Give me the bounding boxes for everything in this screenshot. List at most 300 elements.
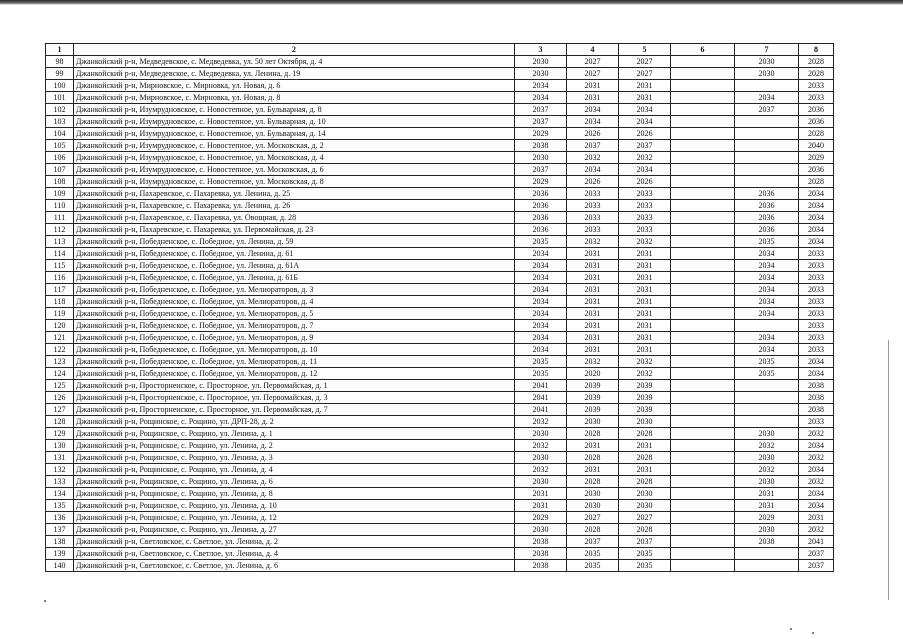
year-col-5-cell: 2027	[619, 56, 671, 68]
year-col-8-cell: 2036	[799, 104, 834, 116]
year-col-6-cell	[671, 368, 735, 380]
row-number-cell: 101	[46, 92, 74, 104]
year-col-8-cell: 2041	[799, 536, 834, 548]
year-col-8-cell: 2034	[799, 212, 834, 224]
year-col-3-cell: 2034	[515, 80, 567, 92]
scan-speck	[812, 632, 814, 634]
year-col-8-cell: 2033	[799, 344, 834, 356]
year-col-6-cell	[671, 272, 735, 284]
year-col-7-cell	[735, 80, 799, 92]
address-cell: Джанкойский р-н, Просторненское, с. Просторное, ул. Первомайская, д. 3	[74, 392, 515, 404]
year-col-4-cell: 2035	[567, 548, 619, 560]
year-col-8-cell: 2034	[799, 488, 834, 500]
year-col-8-cell: 2028	[799, 68, 834, 80]
year-col-6-cell	[671, 416, 735, 428]
address-cell: Джанкойский р-н, Рощинское, с. Рощино, ул. Ленина, д. 3	[74, 452, 515, 464]
year-col-3-cell: 2036	[515, 200, 567, 212]
year-col-3-cell: 2030	[515, 56, 567, 68]
address-cell: Джанкойский р-н, Светловское, с. Светлое, ул. Ленина, д. 2	[74, 536, 515, 548]
year-col-6-cell	[671, 500, 735, 512]
year-col-5-cell: 2031	[619, 440, 671, 452]
table-row	[46, 368, 834, 380]
row-number-cell: 137	[46, 524, 74, 536]
table-row	[46, 188, 834, 200]
table-row	[46, 104, 834, 116]
year-col-3-cell: 2034	[515, 284, 567, 296]
year-col-6-cell	[671, 80, 735, 92]
year-col-5-cell: 2031	[619, 332, 671, 344]
table-row	[46, 284, 834, 296]
year-col-4-cell: 2039	[567, 404, 619, 416]
year-col-4-cell: 2027	[567, 512, 619, 524]
year-col-3-cell: 2041	[515, 404, 567, 416]
year-col-7-cell: 2034	[735, 344, 799, 356]
table-row	[46, 476, 834, 488]
year-col-7-cell: 2030	[735, 476, 799, 488]
year-col-7-cell: 2034	[735, 332, 799, 344]
year-col-4-cell: 2027	[567, 56, 619, 68]
year-col-6-cell	[671, 164, 735, 176]
table-row	[46, 536, 834, 548]
year-col-7-cell: 2034	[735, 308, 799, 320]
column-header-1: 1	[46, 44, 74, 56]
year-col-3-cell: 2030	[515, 524, 567, 536]
year-col-3-cell: 2034	[515, 260, 567, 272]
row-number-cell: 138	[46, 536, 74, 548]
row-number-cell: 131	[46, 452, 74, 464]
column-header-3: 3	[515, 44, 567, 56]
year-col-3-cell: 2035	[515, 356, 567, 368]
row-number-cell: 126	[46, 392, 74, 404]
year-col-4-cell: 2033	[567, 200, 619, 212]
year-col-6-cell	[671, 128, 735, 140]
table-row	[46, 212, 834, 224]
row-number-cell: 107	[46, 164, 74, 176]
row-number-cell: 117	[46, 284, 74, 296]
year-col-8-cell: 2034	[799, 236, 834, 248]
year-col-7-cell: 2036	[735, 188, 799, 200]
year-col-7-cell: 2030	[735, 56, 799, 68]
year-col-3-cell: 2029	[515, 128, 567, 140]
year-col-5-cell: 2031	[619, 248, 671, 260]
year-col-5-cell: 2039	[619, 404, 671, 416]
year-col-8-cell: 2033	[799, 80, 834, 92]
year-col-7-cell: 2034	[735, 296, 799, 308]
address-cell: Джанкойский р-н, Пахаревское, с. Пахаревка, ул. Первомайская, д. 23	[74, 224, 515, 236]
year-col-4-cell: 2020	[567, 368, 619, 380]
year-col-7-cell: 2034	[735, 284, 799, 296]
year-col-4-cell: 2032	[567, 152, 619, 164]
year-col-3-cell: 2032	[515, 464, 567, 476]
address-cell: Джанкойский р-н, Рощинское, с. Рощино, ул. Ленина, д. 8	[74, 488, 515, 500]
year-col-8-cell: 2033	[799, 332, 834, 344]
year-col-7-cell: 2032	[735, 440, 799, 452]
row-number-cell: 113	[46, 236, 74, 248]
year-col-6-cell	[671, 524, 735, 536]
year-col-6-cell	[671, 560, 735, 572]
year-col-3-cell: 2029	[515, 512, 567, 524]
year-col-5-cell: 2028	[619, 524, 671, 536]
address-cell: Джанкойский р-н, Медведевское, с. Медведевка, ул. Ленина, д. 19	[74, 68, 515, 80]
year-col-7-cell: 2036	[735, 200, 799, 212]
row-number-cell: 118	[46, 296, 74, 308]
address-cell: Джанкойский р-н, Победненское, с. Победное, ул. Ленина, д. 61Б	[74, 272, 515, 284]
year-col-3-cell: 2036	[515, 188, 567, 200]
table-row	[46, 164, 834, 176]
year-col-8-cell: 2033	[799, 416, 834, 428]
year-col-7-cell: 2031	[735, 500, 799, 512]
year-col-3-cell: 2034	[515, 296, 567, 308]
year-col-7-cell	[735, 116, 799, 128]
year-col-6-cell	[671, 248, 735, 260]
year-col-8-cell: 2037	[799, 560, 834, 572]
year-col-3-cell: 2036	[515, 224, 567, 236]
year-col-6-cell	[671, 284, 735, 296]
year-col-4-cell: 2028	[567, 524, 619, 536]
year-col-6-cell	[671, 428, 735, 440]
table-row	[46, 140, 834, 152]
year-col-3-cell: 2038	[515, 536, 567, 548]
row-number-cell: 106	[46, 152, 74, 164]
year-col-6-cell	[671, 140, 735, 152]
year-col-8-cell: 2037	[799, 548, 834, 560]
year-col-6-cell	[671, 488, 735, 500]
year-col-5-cell: 2028	[619, 428, 671, 440]
row-number-cell: 114	[46, 248, 74, 260]
year-col-3-cell: 2038	[515, 548, 567, 560]
scan-top-edge	[0, 0, 903, 5]
year-col-6-cell	[671, 236, 735, 248]
row-number-cell: 135	[46, 500, 74, 512]
year-col-5-cell: 2034	[619, 164, 671, 176]
row-number-cell: 109	[46, 188, 74, 200]
table-header-row	[46, 44, 834, 56]
table-row	[46, 320, 834, 332]
address-cell: Джанкойский р-н, Рощинское, с. Рощино, ул. Ленина, д. 6	[74, 476, 515, 488]
table-row	[46, 224, 834, 236]
year-col-7-cell	[735, 560, 799, 572]
table-row	[46, 248, 834, 260]
table-row	[46, 392, 834, 404]
year-col-3-cell: 2035	[515, 236, 567, 248]
year-col-8-cell: 2033	[799, 92, 834, 104]
year-col-3-cell: 2031	[515, 488, 567, 500]
address-cell: Джанкойский р-н, Победненское, с. Победное, ул. Мелиораторов, д. 11	[74, 356, 515, 368]
year-col-7-cell	[735, 176, 799, 188]
year-col-7-cell: 2030	[735, 452, 799, 464]
year-col-4-cell: 2030	[567, 488, 619, 500]
year-col-8-cell: 2034	[799, 188, 834, 200]
year-col-8-cell: 2038	[799, 380, 834, 392]
year-col-5-cell: 2031	[619, 464, 671, 476]
year-col-6-cell	[671, 320, 735, 332]
scan-speck	[790, 628, 792, 630]
year-col-7-cell: 2029	[735, 512, 799, 524]
year-col-7-cell: 2032	[735, 464, 799, 476]
year-col-4-cell: 2026	[567, 128, 619, 140]
row-number-cell: 103	[46, 116, 74, 128]
year-col-3-cell: 2030	[515, 428, 567, 440]
table-row	[46, 560, 834, 572]
table-row	[46, 332, 834, 344]
year-col-7-cell: 2038	[735, 536, 799, 548]
year-col-4-cell: 2031	[567, 296, 619, 308]
address-cell: Джанкойский р-н, Пахаревское, с. Пахаревка, ул. Ленина, д. 25	[74, 188, 515, 200]
year-col-4-cell: 2030	[567, 416, 619, 428]
address-cell: Джанкойский р-н, Пахаревское, с. Пахаревка, ул. Овощная, д. 28	[74, 212, 515, 224]
year-col-3-cell: 2041	[515, 380, 567, 392]
row-number-cell: 134	[46, 488, 74, 500]
address-cell: Джанкойский р-н, Изумрудновское, с. Новостепное, ул. Московская, д. 2	[74, 140, 515, 152]
table-row	[46, 152, 834, 164]
row-number-cell: 116	[46, 272, 74, 284]
year-col-6-cell	[671, 200, 735, 212]
year-col-3-cell: 2034	[515, 332, 567, 344]
row-number-cell: 98	[46, 56, 74, 68]
year-col-6-cell	[671, 344, 735, 356]
year-col-5-cell: 2030	[619, 416, 671, 428]
year-col-4-cell: 2031	[567, 332, 619, 344]
year-col-4-cell: 2039	[567, 392, 619, 404]
table-row	[46, 68, 834, 80]
year-col-7-cell: 2034	[735, 260, 799, 272]
year-col-7-cell	[735, 164, 799, 176]
year-col-3-cell: 2034	[515, 248, 567, 260]
address-cell: Джанкойский р-н, Рощинское, с. Рощино, ул. Ленина, д. 10	[74, 500, 515, 512]
address-cell: Джанкойский р-н, Победненское, с. Победное, ул. Мелиораторов, д. 4	[74, 296, 515, 308]
year-col-3-cell: 2034	[515, 308, 567, 320]
year-col-5-cell: 2031	[619, 284, 671, 296]
year-col-8-cell: 2028	[799, 128, 834, 140]
year-col-6-cell	[671, 512, 735, 524]
year-col-5-cell: 2031	[619, 272, 671, 284]
year-col-5-cell: 2031	[619, 296, 671, 308]
year-col-7-cell	[735, 380, 799, 392]
year-col-3-cell: 2030	[515, 68, 567, 80]
table-row	[46, 416, 834, 428]
year-col-6-cell	[671, 380, 735, 392]
table-row	[46, 380, 834, 392]
year-col-8-cell: 2034	[799, 464, 834, 476]
year-col-4-cell: 2037	[567, 536, 619, 548]
year-col-4-cell: 2030	[567, 500, 619, 512]
year-col-8-cell: 2036	[799, 116, 834, 128]
year-col-6-cell	[671, 548, 735, 560]
year-col-6-cell	[671, 104, 735, 116]
year-col-5-cell: 2030	[619, 500, 671, 512]
table-row	[46, 524, 834, 536]
year-col-5-cell: 2027	[619, 512, 671, 524]
column-header-6: 6	[671, 44, 735, 56]
year-col-4-cell: 2031	[567, 80, 619, 92]
year-col-5-cell: 2033	[619, 212, 671, 224]
scan-speck	[44, 600, 46, 602]
row-number-cell: 124	[46, 368, 74, 380]
year-col-6-cell	[671, 404, 735, 416]
year-col-5-cell: 2032	[619, 356, 671, 368]
year-col-4-cell: 2028	[567, 452, 619, 464]
year-col-4-cell: 2032	[567, 356, 619, 368]
address-cell: Джанкойский р-н, Рощинское, с. Рощино, ул. Ленина, д. 27	[74, 524, 515, 536]
row-number-cell: 121	[46, 332, 74, 344]
row-number-cell: 119	[46, 308, 74, 320]
year-col-7-cell: 2035	[735, 236, 799, 248]
year-col-3-cell: 2030	[515, 152, 567, 164]
year-col-5-cell: 2037	[619, 140, 671, 152]
year-col-6-cell	[671, 392, 735, 404]
address-cell: Джанкойский р-н, Светловское, с. Светлое, ул. Ленина, д. 4	[74, 548, 515, 560]
table-row	[46, 56, 834, 68]
table-row	[46, 92, 834, 104]
table-row	[46, 128, 834, 140]
row-number-cell: 130	[46, 440, 74, 452]
row-number-cell: 139	[46, 548, 74, 560]
row-number-cell: 125	[46, 380, 74, 392]
year-col-6-cell	[671, 92, 735, 104]
year-col-6-cell	[671, 116, 735, 128]
row-number-cell: 133	[46, 476, 74, 488]
year-col-4-cell: 2032	[567, 236, 619, 248]
table-row	[46, 176, 834, 188]
year-col-7-cell	[735, 152, 799, 164]
year-col-3-cell: 2034	[515, 92, 567, 104]
year-col-8-cell: 2029	[799, 152, 834, 164]
year-col-8-cell: 2033	[799, 284, 834, 296]
year-col-6-cell	[671, 452, 735, 464]
year-col-4-cell: 2035	[567, 560, 619, 572]
year-col-6-cell	[671, 56, 735, 68]
table-row	[46, 512, 834, 524]
table-row	[46, 356, 834, 368]
row-number-cell: 136	[46, 512, 74, 524]
year-col-7-cell: 2030	[735, 428, 799, 440]
year-col-4-cell: 2039	[567, 380, 619, 392]
year-col-3-cell: 2029	[515, 176, 567, 188]
year-col-3-cell: 2035	[515, 368, 567, 380]
year-col-8-cell: 2034	[799, 440, 834, 452]
year-col-4-cell: 2034	[567, 164, 619, 176]
year-col-8-cell: 2038	[799, 392, 834, 404]
address-cell: Джанкойский р-н, Рощинское, с. Рощино, ул. Ленина, д. 2	[74, 440, 515, 452]
year-col-3-cell: 2038	[515, 560, 567, 572]
scan-right-edge	[888, 340, 889, 600]
year-col-7-cell: 2030	[735, 68, 799, 80]
year-col-5-cell: 2035	[619, 560, 671, 572]
year-col-5-cell: 2033	[619, 200, 671, 212]
year-col-4-cell: 2033	[567, 224, 619, 236]
row-number-cell: 112	[46, 224, 74, 236]
year-col-5-cell: 2034	[619, 116, 671, 128]
year-col-5-cell: 2031	[619, 344, 671, 356]
year-col-7-cell	[735, 392, 799, 404]
year-col-3-cell: 2032	[515, 440, 567, 452]
year-col-5-cell: 2033	[619, 224, 671, 236]
year-col-5-cell: 2035	[619, 548, 671, 560]
row-number-cell: 132	[46, 464, 74, 476]
year-col-5-cell: 2027	[619, 68, 671, 80]
column-header-4: 4	[567, 44, 619, 56]
table-row	[46, 440, 834, 452]
year-col-3-cell: 2031	[515, 500, 567, 512]
column-header-8: 8	[799, 44, 834, 56]
year-col-4-cell: 2031	[567, 464, 619, 476]
year-col-8-cell: 2032	[799, 428, 834, 440]
year-col-4-cell: 2037	[567, 140, 619, 152]
year-col-4-cell: 2031	[567, 272, 619, 284]
address-cell: Джанкойский р-н, Победненское, с. Победное, ул. Ленина, д. 61А	[74, 260, 515, 272]
year-col-8-cell: 2032	[799, 476, 834, 488]
year-col-7-cell: 2036	[735, 224, 799, 236]
row-number-cell: 115	[46, 260, 74, 272]
row-number-cell: 129	[46, 428, 74, 440]
year-col-4-cell: 2026	[567, 176, 619, 188]
year-col-6-cell	[671, 476, 735, 488]
row-number-cell: 105	[46, 140, 74, 152]
row-number-cell: 110	[46, 200, 74, 212]
year-col-8-cell: 2033	[799, 320, 834, 332]
year-col-4-cell: 2031	[567, 440, 619, 452]
year-col-3-cell: 2038	[515, 140, 567, 152]
table-row	[46, 200, 834, 212]
year-col-4-cell: 2028	[567, 476, 619, 488]
year-col-6-cell	[671, 188, 735, 200]
row-number-cell: 127	[46, 404, 74, 416]
address-cell: Джанкойский р-н, Победненское, с. Победное, ул. Ленина, д. 59	[74, 236, 515, 248]
row-number-cell: 100	[46, 80, 74, 92]
address-cell: Джанкойский р-н, Рощинское, с. Рощино, ул. Ленина, д. 12	[74, 512, 515, 524]
row-number-cell: 123	[46, 356, 74, 368]
year-col-8-cell: 2033	[799, 296, 834, 308]
column-header-2: 2	[74, 44, 515, 56]
year-col-7-cell: 2034	[735, 272, 799, 284]
year-col-5-cell: 2037	[619, 536, 671, 548]
address-cell: Джанкойский р-н, Победненское, с. Победное, ул. Ленина, д. 61	[74, 248, 515, 260]
year-col-8-cell: 2033	[799, 308, 834, 320]
year-col-8-cell: 2032	[799, 452, 834, 464]
table-row	[46, 548, 834, 560]
year-col-8-cell: 2034	[799, 500, 834, 512]
year-col-7-cell: 2035	[735, 356, 799, 368]
year-col-3-cell: 2034	[515, 320, 567, 332]
year-col-4-cell: 2027	[567, 68, 619, 80]
address-cell: Джанкойский р-н, Мирновское, с. Мирновка, ул. Новая, д. 8	[74, 92, 515, 104]
table-row	[46, 260, 834, 272]
year-col-5-cell: 2028	[619, 452, 671, 464]
year-col-3-cell: 2030	[515, 476, 567, 488]
table-row	[46, 488, 834, 500]
row-number-cell: 122	[46, 344, 74, 356]
address-cell: Джанкойский р-н, Медведевское, с. Медведевка, ул. 50 лет Октября, д. 4	[74, 56, 515, 68]
year-col-4-cell: 2031	[567, 344, 619, 356]
year-col-7-cell: 2037	[735, 104, 799, 116]
year-col-6-cell	[671, 356, 735, 368]
year-col-4-cell: 2034	[567, 104, 619, 116]
year-col-7-cell: 2036	[735, 212, 799, 224]
year-col-3-cell: 2041	[515, 392, 567, 404]
table-row	[46, 428, 834, 440]
year-col-7-cell	[735, 404, 799, 416]
table-row	[46, 344, 834, 356]
year-col-6-cell	[671, 212, 735, 224]
address-cell: Джанкойский р-н, Рощинское, с. Рощино, ул. ДРП-28, д. 2	[74, 416, 515, 428]
table-row	[46, 116, 834, 128]
year-col-6-cell	[671, 332, 735, 344]
year-col-8-cell: 2028	[799, 56, 834, 68]
year-col-5-cell: 2030	[619, 488, 671, 500]
table-row	[46, 452, 834, 464]
year-col-5-cell: 2028	[619, 476, 671, 488]
address-cell: Джанкойский р-н, Просторненское, с. Просторное, ул. Первомайская, д. 1	[74, 380, 515, 392]
